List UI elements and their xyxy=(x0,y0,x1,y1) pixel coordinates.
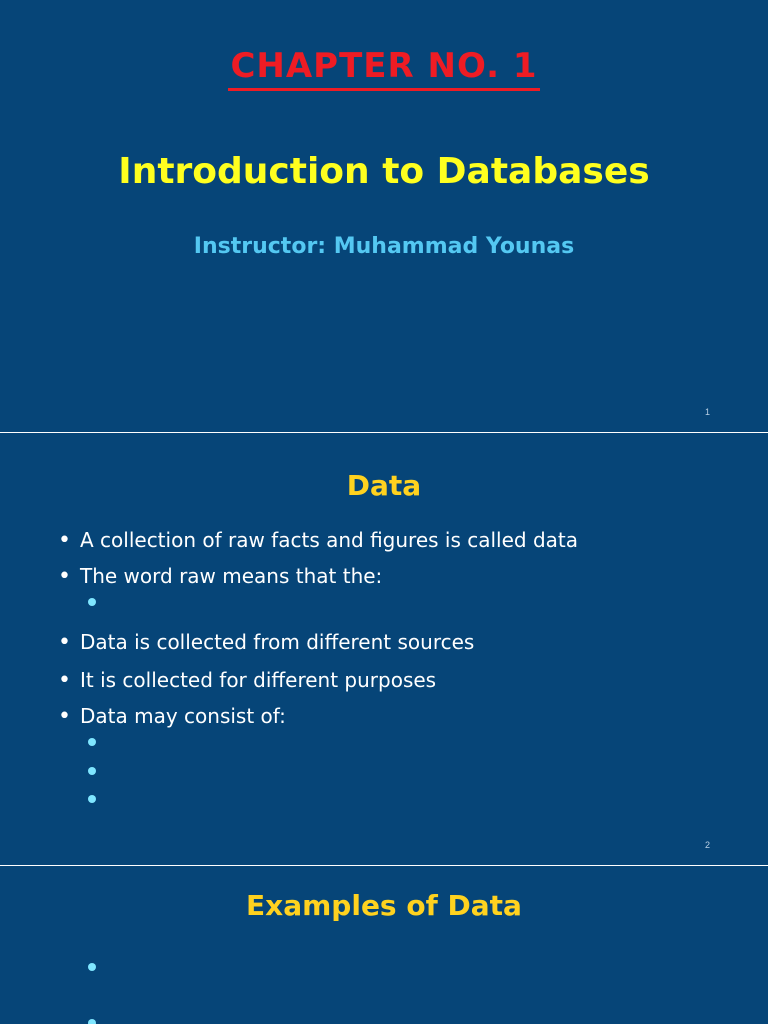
bullet-item xyxy=(58,666,436,695)
slide-3-title: Examples of Data xyxy=(246,889,522,922)
sub-bullet-dot-icon xyxy=(88,795,96,803)
bullet-text: Data is collected from different sources xyxy=(80,630,475,654)
bullet-dot-icon: • xyxy=(58,668,71,693)
slide-2-bullet-list xyxy=(0,433,768,865)
bullet-text: The word raw means that the: xyxy=(80,564,383,588)
sub-bullet-dot-icon xyxy=(88,598,96,606)
slide-3-bullet-list xyxy=(0,866,768,1024)
chapter-heading xyxy=(0,44,768,91)
bullet-dot-icon: • xyxy=(58,630,71,655)
bullet-text: Data may consist of: xyxy=(80,704,286,728)
bullet-item xyxy=(58,526,578,555)
slide-2 xyxy=(0,433,768,865)
slide-2-number: 2 xyxy=(704,840,710,850)
slide-1-title: Introduction to Databases xyxy=(118,151,650,192)
sub-bullet-dot-icon xyxy=(88,1019,96,1024)
bullet-dot-icon: • xyxy=(58,564,71,589)
instructor-name: Instructor: Muhammad Younas xyxy=(193,234,575,259)
bullet-item xyxy=(58,702,286,731)
slide-1 xyxy=(0,0,768,432)
sub-bullet-dot-icon xyxy=(88,738,96,746)
slide-3 xyxy=(0,866,768,1024)
bullet-dot-icon: • xyxy=(58,528,71,553)
bullet-dot-icon: • xyxy=(58,704,71,729)
bullet-text: It is collected for different purposes xyxy=(80,668,437,692)
sub-bullet-dot-icon xyxy=(88,767,96,775)
bullet-text: A collection of raw facts and figures is called data xyxy=(80,528,579,552)
bullet-item xyxy=(58,628,474,657)
chapter-label: CHAPTER NO. 1 xyxy=(228,44,539,91)
sub-bullet-dot-icon xyxy=(88,963,96,971)
slide-1-number: 1 xyxy=(704,407,710,417)
slide-2-title: Data xyxy=(346,469,422,502)
bullet-item xyxy=(58,562,382,591)
